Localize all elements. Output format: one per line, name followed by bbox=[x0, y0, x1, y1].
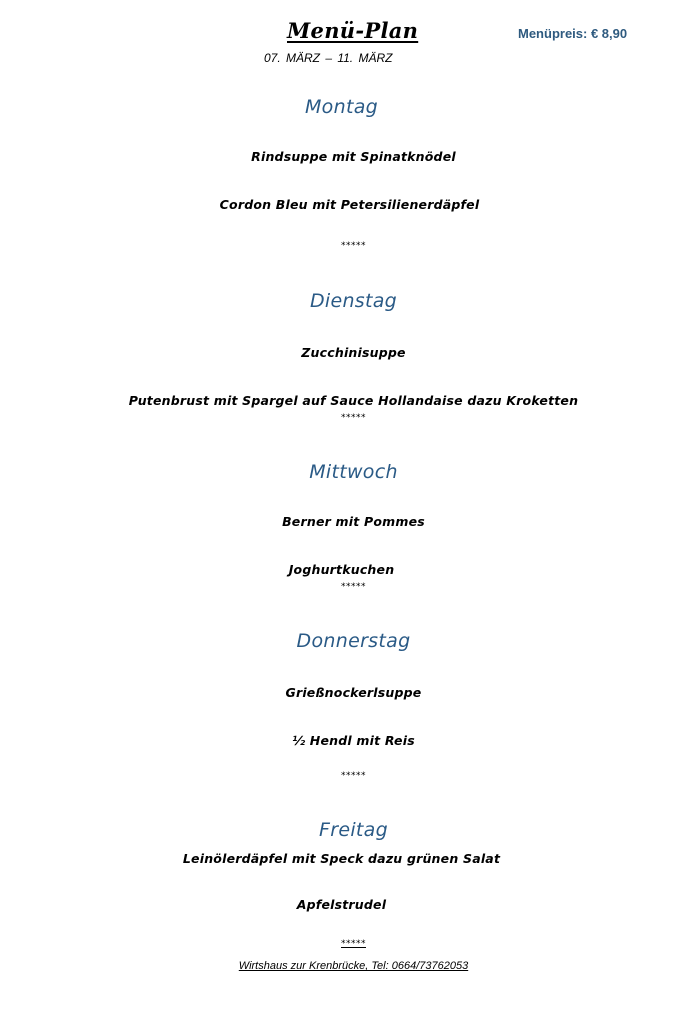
separator-mittwoch: ***** bbox=[341, 582, 366, 592]
dish-dienstag-2: Putenbrust mit Spargel auf Sauce Hollandaise dazu Kroketten bbox=[128, 393, 579, 408]
dish-donnerstag-2: ½ Hendl mit Reis bbox=[292, 733, 415, 748]
day-heading-mittwoch: Mittwoch bbox=[309, 461, 398, 483]
dish-mittwoch-1: Berner mit Pommes bbox=[282, 514, 425, 529]
dish-freitag-2: Apfelstrudel bbox=[296, 897, 387, 912]
date-range: 07. MÄRZ – 11. MÄRZ bbox=[264, 51, 393, 65]
menu-price: Menüpreis: € 8,90 bbox=[518, 26, 628, 41]
dish-donnerstag-1: Grießnockerlsuppe bbox=[285, 685, 422, 700]
day-heading-montag: Montag bbox=[304, 96, 378, 118]
day-heading-donnerstag: Donnerstag bbox=[296, 630, 411, 652]
day-heading-dienstag: Dienstag bbox=[309, 290, 398, 312]
separator-freitag: ***** bbox=[341, 939, 366, 949]
separator-dienstag: ***** bbox=[341, 413, 366, 423]
dish-freitag-1: Leinölerdäpfel mit Speck dazu grünen Salat bbox=[182, 851, 501, 866]
dish-montag-2: Cordon Bleu mit Petersilienerdäpfel bbox=[219, 197, 480, 212]
dish-mittwoch-2: Joghurtkuchen bbox=[288, 562, 395, 577]
footer-contact: Wirtshaus zur Krenbrücke, Tel: 0664/73762053 bbox=[238, 960, 469, 972]
separator-donnerstag: ***** bbox=[341, 771, 366, 781]
page-title: Menü-Plan bbox=[287, 18, 419, 43]
separator-montag: ***** bbox=[341, 241, 366, 251]
dish-dienstag-1: Zucchinisuppe bbox=[301, 345, 406, 360]
dish-montag-1: Rindsuppe mit Spinatknödel bbox=[251, 149, 456, 164]
day-heading-freitag: Freitag bbox=[319, 819, 388, 841]
